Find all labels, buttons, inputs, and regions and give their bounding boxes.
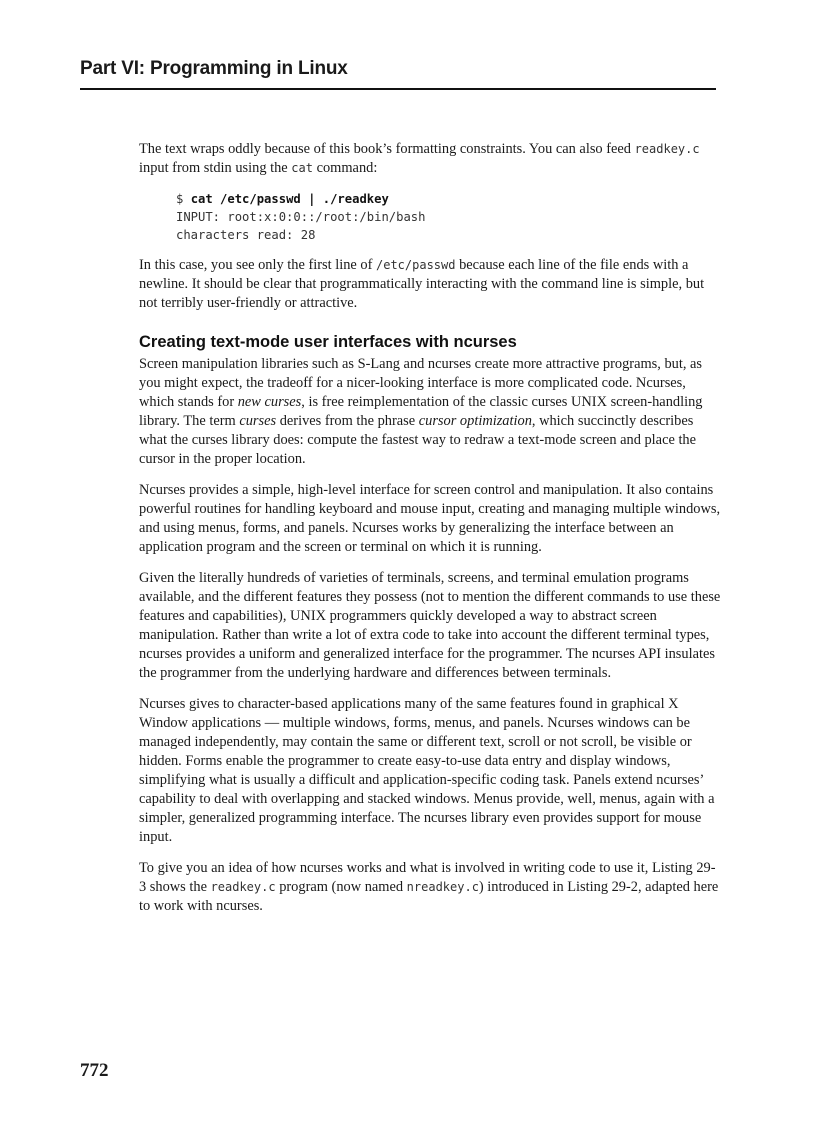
paragraph-passwd: [139, 256, 721, 313]
text: ) introduced in Listing 29-2, adapted here to work with ncurses.: [139, 879, 719, 914]
term-curses: curses: [239, 413, 277, 429]
text: Screen manipulation libraries such as S-Lang and ncurses create more attractive programs, but, as you might expect, the tradeoff for a nicer-looking interface is more complicated code. Ncurses, which stands for: [139, 356, 703, 410]
page-body: [139, 140, 721, 928]
term-cursor-optimization: cursor optimization: [418, 413, 532, 429]
paragraph-screen-libs: [139, 355, 721, 469]
section-heading: Creating text-mode user interfaces with ncurses: [139, 333, 517, 351]
text: The text wraps oddly because of this book’s formatting constraints. You can also feed: [139, 141, 635, 157]
text: , which succinctly describes what the curses library does: compute the fastest way to redraw a text-mode screen and place the cursor in the proper location.: [139, 413, 697, 467]
text: , is free reimplementation of the classic curses UNIX screen-handling library. The term: [139, 394, 703, 429]
paragraph-terminals: Given the literally hundreds of varieties of terminals, screens, and terminal emulation programs available, and the different features they possess (not to mention the different commands to use these features and capabilities), UNIX programmers quickly developed a way to abstract screen manipulation. Rather than write a lot of extra code to take into account the different terminal types, ncurses provides a uniform and generalized interface for the programmer. The ncurses API insulates the programmer from the underlying hardware and differences between terminals.: [139, 570, 721, 681]
paragraph-features: Ncurses gives to character-based applications many of the same features found in graphical X Window applications — multiple windows, forms, menus, and panels. Ncurses windows can be managed independently, may contain the same or different text, scroll or not scroll, be visible or hidden. Forms enable the programmer to create easy-to-use data entry and display windows, simplifying what is usually a difficult and application-specific coding task. Panels extend ncurses’ capability to deal with overlapping and stacked windows. Menus provide, well, menus, again with a simpler, generalized programming interface. The ncurses library even provides support for mouse input.: [139, 696, 715, 845]
text: command:: [312, 160, 378, 176]
header-rule: [80, 88, 716, 90]
term-new-curses: new curses: [237, 394, 302, 410]
inline-code-readkey: readkey.c: [210, 880, 276, 894]
text: input from stdin using the: [139, 160, 292, 176]
code-line-command: [176, 190, 721, 208]
text: To give you an idea of how ncurses works and what is involved in writing code to use it, Listing 29-3 shows the: [139, 860, 716, 895]
code-line-count: characters read: 28: [176, 228, 316, 242]
paragraph-intro: [139, 140, 721, 178]
page-number: 772: [80, 1060, 109, 1081]
inline-code-cat: cat: [291, 161, 313, 175]
code-command: cat /etc/passwd | ./readkey: [190, 192, 389, 206]
running-header: [80, 56, 716, 82]
paragraph-ncurses-interface: Ncurses provides a simple, high-level interface for screen control and manipulation. It also contains powerful routines for handling keyboard and mouse input, creating and managing multiple windows, and using menus, forms, and panels. Ncurses works by generalizing the interface between an application program and the screen or terminal on which it is running.: [139, 482, 721, 555]
code-block: [176, 190, 721, 244]
part-title: Part VI: Programming in Linux: [80, 58, 348, 79]
inline-code-readkey: readkey.c: [634, 142, 700, 156]
code-prompt: $: [176, 192, 191, 206]
code-line-output: INPUT: root:x:0:0::/root:/bin/bash: [176, 210, 426, 224]
paragraph-listing: [139, 859, 721, 916]
inline-code-nreadkey: nreadkey.c: [406, 880, 479, 894]
text: In this case, you see only the first line of: [139, 257, 376, 273]
text: program (now named: [275, 879, 407, 895]
text: derives from the phrase: [276, 413, 419, 429]
inline-code-passwd: /etc/passwd: [376, 258, 456, 272]
text: because each line of the file ends with a newline. It should be clear that programmatically interacting with the command line is simple, but not terribly user-friendly or attractive.: [139, 257, 705, 311]
